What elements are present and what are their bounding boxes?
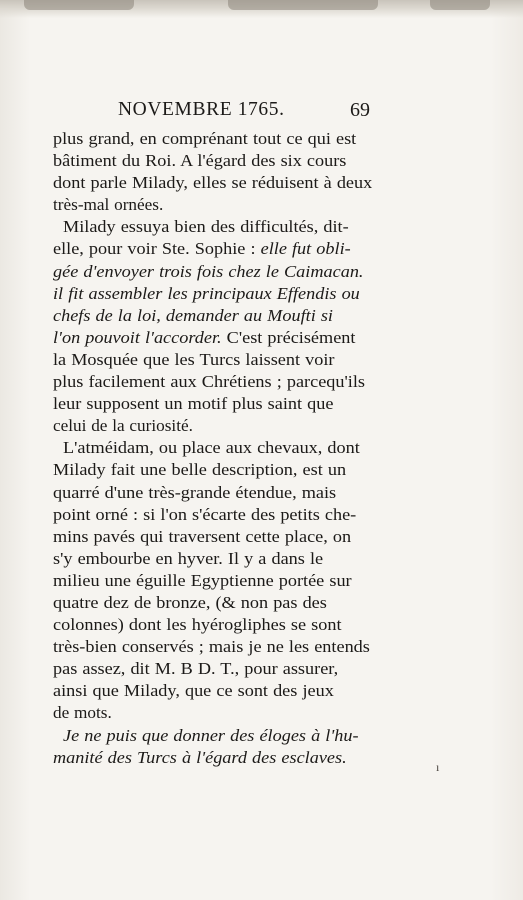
text-segment: manité des Turcs à l'égard des esclaves. <box>53 747 347 767</box>
text-segment: plus grand, en comprénant tout ce qui est <box>53 129 357 148</box>
line-measure <box>53 747 347 769</box>
ink-blot <box>228 0 378 10</box>
line-measure <box>53 150 346 172</box>
line-measure <box>53 504 356 526</box>
text-line <box>53 570 383 592</box>
text-segment: Je ne puis que donner des éloges à l'hu- <box>63 725 359 745</box>
text-segment: C'est précisément <box>226 327 356 347</box>
page-number: 69 <box>350 99 370 121</box>
line-measure <box>53 327 355 349</box>
text-segment: colonnes) dont les hyérogliphes se sont <box>53 615 342 635</box>
text-line <box>53 725 383 747</box>
line-measure <box>53 261 363 283</box>
text-line <box>53 349 383 371</box>
text-segment: Milady fait une belle description, est un <box>53 460 347 480</box>
running-head: NOVEMBRE 1765. <box>118 99 285 120</box>
line-measure <box>53 702 112 724</box>
text-segment: chefs de la loi, demander au Moufti si <box>53 305 334 325</box>
text-segment: mins pavés qui traversent cette place, on <box>53 526 352 546</box>
line-measure <box>63 725 359 747</box>
ink-blot <box>24 0 134 10</box>
text-segment: l'on pouvoit l'accorder. <box>53 327 227 347</box>
text-segment: celui de la curiosité. <box>53 416 193 436</box>
line-measure <box>53 128 356 150</box>
text-line <box>53 172 383 194</box>
line-measure <box>53 238 351 260</box>
page-header <box>118 93 488 127</box>
text-line <box>53 393 383 415</box>
line-measure <box>53 371 365 393</box>
text-segment: point orné : si l'on s'écarte des petits che- <box>53 504 357 524</box>
text-segment: quatre dez de bronze, (& non pas des <box>53 592 327 612</box>
text-line <box>53 526 383 548</box>
text-line <box>53 437 383 459</box>
text-segment: leur supposent un motif plus saint que <box>53 394 334 414</box>
text-segment: Milady essuya bien des difficultés, dit- <box>63 217 349 237</box>
line-measure <box>53 636 370 658</box>
text-segment: pas assez, dit M. B D. T., pour assurer, <box>53 659 339 679</box>
line-measure <box>53 393 333 415</box>
line-measure <box>63 437 360 459</box>
text-segment: dont parle Milady, elles se réduisent à deux <box>53 173 373 193</box>
text-segment: de mots. <box>53 703 112 723</box>
line-measure <box>53 194 163 216</box>
text-segment: elle fut obli- <box>260 239 351 259</box>
text-line <box>53 680 383 702</box>
body-text <box>53 128 383 769</box>
text-line <box>53 504 383 526</box>
line-measure <box>53 570 352 592</box>
text-segment: plus facilement aux Chrétiens ; parcequ'ils <box>53 372 366 392</box>
text-line <box>53 658 383 680</box>
text-line <box>53 327 383 349</box>
line-measure <box>53 658 338 680</box>
text-line <box>53 482 383 504</box>
text-segment: milieu une éguille Egyptienne portée sur <box>53 570 352 590</box>
text-segment: L'atméidam, ou place aux chevaux, dont <box>63 438 360 458</box>
line-measure <box>53 680 334 702</box>
line-measure <box>53 592 327 614</box>
text-line <box>53 194 383 216</box>
text-line <box>53 261 383 283</box>
text-line <box>53 305 383 327</box>
text-segment: elle, pour voir Ste. Sophie : <box>53 239 261 259</box>
ink-blot <box>430 0 490 10</box>
text-segment: très-mal ornées. <box>53 195 164 215</box>
text-line <box>53 238 383 260</box>
text-line <box>53 128 383 150</box>
line-measure <box>53 305 333 327</box>
text-line <box>53 614 383 636</box>
text-segment: bâtiment du Roi. A l'égard des six cours <box>53 151 347 171</box>
text-segment: ainsi que Milady, que ce sont des jeux <box>53 681 334 701</box>
line-measure <box>53 526 351 548</box>
line-measure <box>53 283 360 305</box>
text-line <box>53 459 383 481</box>
text-segment: très-bien conservés ; mais je ne les entends <box>53 637 370 657</box>
text-line <box>53 371 383 393</box>
text-line <box>53 548 383 570</box>
text-line <box>53 636 383 658</box>
line-measure <box>53 482 336 504</box>
text-line <box>53 592 383 614</box>
text-line <box>53 747 383 769</box>
footer-mark: ı <box>436 760 440 774</box>
line-measure <box>53 415 193 437</box>
text-segment: s'y embourbe en hyver. Il y a dans le <box>53 548 324 568</box>
text-line <box>53 283 383 305</box>
text-line <box>53 702 383 724</box>
text-line <box>53 216 383 238</box>
line-measure <box>53 349 334 371</box>
line-measure <box>53 459 346 481</box>
line-measure <box>63 216 349 238</box>
text-segment: il fit assembler les principaux Effendis ou <box>53 283 360 303</box>
line-measure <box>53 548 323 570</box>
text-line <box>53 150 383 172</box>
text-segment: quarré d'une très-grande étendue, mais <box>53 482 337 502</box>
text-line <box>53 415 383 437</box>
line-measure <box>53 614 342 636</box>
text-segment: la Mosquée que les Turcs laissent voir <box>53 349 335 369</box>
line-measure <box>53 172 372 194</box>
text-segment: gée d'envoyer trois fois chez le Caimacan. <box>53 261 364 281</box>
